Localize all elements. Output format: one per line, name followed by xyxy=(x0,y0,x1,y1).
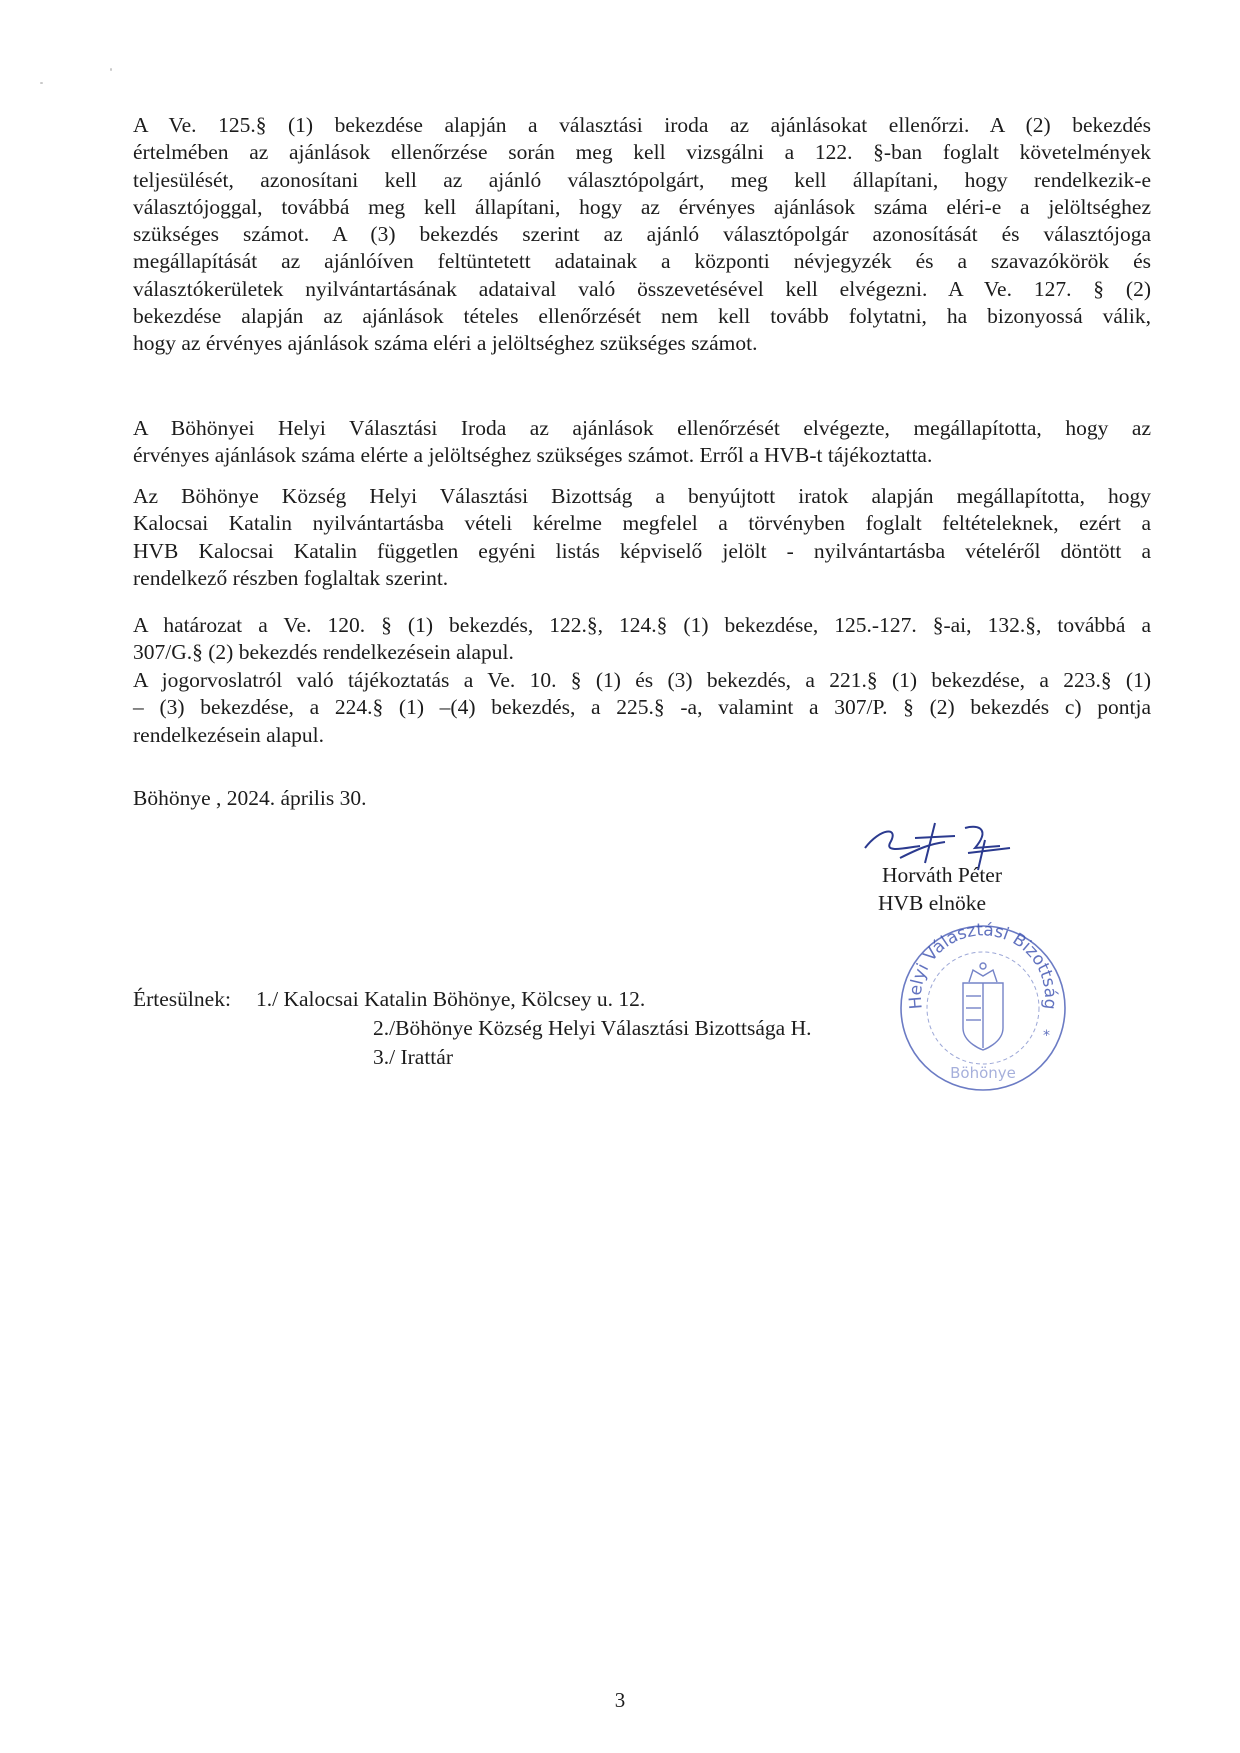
date-line: Böhönye , 2024. április 30. xyxy=(133,786,367,810)
svg-text:*: * xyxy=(1043,1028,1050,1044)
recipient-item: 2./Böhönye Község Helyi Választási Bizottsága H. xyxy=(373,1016,812,1040)
signatory-name: Horváth Péter xyxy=(882,863,1003,887)
recipients-list xyxy=(133,985,811,1072)
official-stamp xyxy=(893,918,1073,1098)
paragraph-office-findings xyxy=(133,415,1151,470)
text-line: A határozat a Ve. 120. § (1) bekezdés, 122.§, 124.§ (1) bekezdése, 125.-127. §-ai, 132.§, továbbá a xyxy=(133,613,1151,637)
text-line: A Ve. 125.§ (1) bekezdése alapján a választási iroda az ajánlásokat ellenőrzi. A (2) bekezdés xyxy=(133,113,1151,137)
text-line: – (3) bekezdése, a 224.§ (1) –(4) bekezdés, a 225.§ -a, valamint a 307/P. § (2) bekezdés c) pontja xyxy=(133,695,1151,720)
recipients-label: Értesülnek: xyxy=(133,987,231,1011)
text-line: választókerületek nyilvántartásának adataival való összevetésével kell elvégezni. A Ve. 127. § (2) xyxy=(133,276,1151,301)
paragraph-committee-decision xyxy=(133,483,1151,592)
text-line: teljesülését, azonosítani kell az ajánló választópolgárt, meg kell állapítani, hogy rendelkezik-e xyxy=(133,167,1151,192)
paragraph-recommendation-check xyxy=(133,112,1151,358)
recipient-row xyxy=(133,985,811,1014)
recipient-item: 3./ Irattár xyxy=(373,1045,453,1069)
signatory-title: HVB elnöke xyxy=(878,891,987,915)
recipient-item: 1./ Kalocsai Katalin Böhönye, Kölcsey u. 12. xyxy=(256,987,646,1011)
text-line: Kalocsai Katalin nyilvántartásba vételi kérelme megfelel a törvényben foglalt feltételeknek, ezért a xyxy=(133,511,1151,536)
text-line: bekezdése alapján az ajánlások tételes ellenőrzését nem kell tovább folytatni, ha bizonyossá válik, xyxy=(133,304,1151,329)
text-line: A Böhönyei Helyi Választási Iroda az ajánlások ellenőrzését elvégezte, megállapította, hogy az xyxy=(133,416,1151,440)
svg-text:Helyi Választási Bizottság: Helyi Választási Bizottság xyxy=(905,920,1061,1011)
text-line: érvényes ajánlások száma elérte a jelöltséghez szükséges számot. Erről a HVB-t tájékoztatta. xyxy=(133,443,933,468)
text-line: rendelkezésein alapul. xyxy=(133,722,325,747)
scan-speck xyxy=(40,82,43,84)
text-line: választójoggal, továbbá meg kell állapítani, hogy az érvényes ajánlások száma eléri-e a jelöltséghez xyxy=(133,194,1151,219)
page-number: 3 xyxy=(614,1688,626,1712)
text-line: megállapítását az ajánlóíven feltüntetett adatainak a központi névjegyzék és a szavazókörök és xyxy=(133,249,1151,274)
paragraph-remedy-info xyxy=(133,667,1151,749)
scan-speck xyxy=(110,68,112,71)
paragraph-legal-basis xyxy=(133,612,1151,667)
text-line: rendelkező részben foglaltak szerint. xyxy=(133,565,449,590)
text-line: 307/G.§ (2) bekezdés rendelkezésein alapul. xyxy=(133,640,514,665)
text-line: értelmében az ajánlások ellenőrzése során meg kell vizsgálni a 122. §-ban foglalt követelmények xyxy=(133,140,1151,165)
text-line: Az Böhönye Község Helyi Választási Bizottság a benyújtott iratok alapján megállapította, hogy xyxy=(133,484,1151,508)
text-line: HVB Kalocsai Katalin független egyéni listás képviselő jelölt - nyilvántartásba vételéről döntött a xyxy=(133,538,1151,563)
svg-text:Böhönye: Böhönye xyxy=(950,1064,1016,1082)
recipient-row xyxy=(133,1043,811,1072)
recipient-row xyxy=(133,1014,811,1043)
text-line: szükséges számot. A (3) bekezdés szerint az ajánló választópolgár azonosítását és választójoga xyxy=(133,222,1151,247)
text-line: A jogorvoslatról való tájékoztatás a Ve. 10. § (1) és (3) bekezdés, a 221.§ (1) bekezdése, a 223.§ (1) xyxy=(133,668,1151,692)
text-line: hogy az érvényes ajánlások száma eléri a jelöltséghez szükséges számot. xyxy=(133,331,758,356)
